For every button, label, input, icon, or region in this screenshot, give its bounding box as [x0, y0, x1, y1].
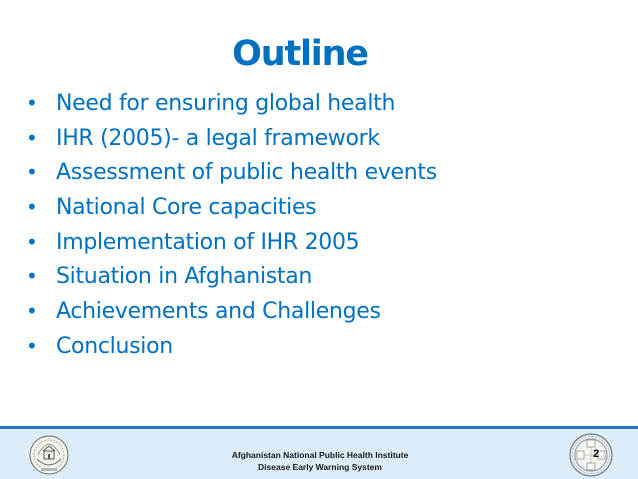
bullet-text: Situation in Afghanistan: [56, 264, 313, 290]
list-item: [26, 126, 437, 161]
bullet-icon: •: [26, 195, 38, 220]
slide-title: Outline: [232, 34, 368, 74]
list-item: [26, 160, 437, 195]
bullet-text: Conclusion: [56, 333, 173, 359]
list-item: [26, 230, 437, 265]
footer-text: [215, 449, 425, 473]
bullet-text: Need for ensuring global health: [56, 91, 396, 116]
bullet-icon: •: [26, 229, 38, 254]
bullet-icon: •: [26, 91, 38, 115]
list-item: [26, 91, 437, 126]
bullet-text: Implementation of IHR 2005: [56, 229, 360, 255]
bullet-text: Achievements and Challenges: [56, 299, 381, 325]
bullet-icon: •: [26, 160, 38, 185]
bullet-text: Assessment of public health events: [56, 160, 437, 186]
page-number: 2: [592, 448, 600, 460]
afghanistan-emblem-icon: [28, 434, 70, 476]
footer-institute: Afghanistan National Public Health Institute: [231, 450, 409, 460]
bullet-list: [26, 91, 437, 369]
bullet-text: IHR (2005)- a legal framework: [56, 125, 380, 151]
list-item: [26, 334, 437, 369]
list-item: [26, 299, 437, 334]
bullet-icon: •: [26, 333, 38, 358]
bullet-icon: •: [26, 299, 38, 324]
list-item: [26, 264, 437, 299]
footer-system: Disease Early Warning System: [258, 462, 382, 472]
bullet-text: National Core capacities: [56, 195, 317, 221]
list-item: [26, 195, 437, 230]
bullet-icon: •: [26, 264, 38, 289]
bullet-icon: •: [26, 125, 38, 150]
